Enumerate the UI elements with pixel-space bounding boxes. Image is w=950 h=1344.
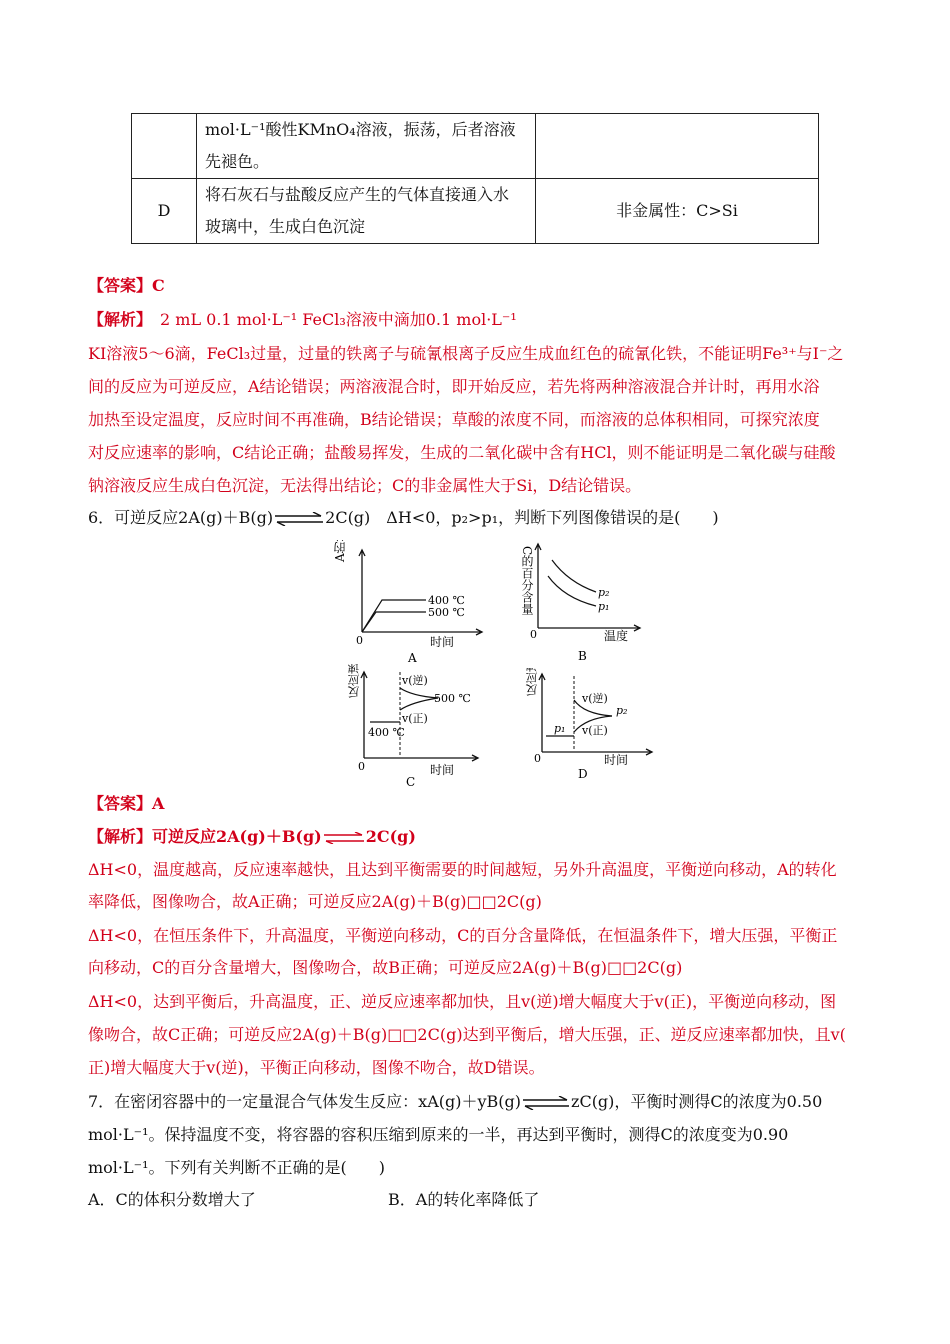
q7-stem-line: mol·L⁻¹。保持温度不变，将容器的容积压缩到原来的一半，再达到平衡时，测得C的浓度变为0.90: [88, 1125, 789, 1144]
equilibrium-arrow-icon: [521, 1096, 571, 1110]
curve-label: p₂: [598, 586, 610, 599]
figure-caption: A: [408, 651, 417, 665]
q6-analysis-line: ΔH<0，在恒压条件下，升高温度，平衡逆向移动，C的百分含量降低，在恒温条件下，增大压强，平衡正: [88, 926, 838, 945]
q7-option-a: A．C的体积分数增大了: [88, 1190, 256, 1209]
cell-line: 先褪色。: [205, 152, 270, 171]
cell-line: 玻璃中，生成白色沉淀: [205, 217, 366, 236]
table-cell-conclusion: [536, 114, 819, 179]
curve-label: 400 ℃: [428, 594, 465, 607]
rev-label: v(逆): [582, 692, 608, 705]
q7-option-b: B．A的转化率降低了: [388, 1190, 540, 1209]
q6-analysis-line: [88, 827, 416, 847]
table-row: [132, 179, 819, 244]
q6-analysis-line: ΔH<0，达到平衡后，升高温度，正、逆反应速率都加快，且v(逆)增大幅度大于v(正)，平衡逆向移动，图: [88, 992, 837, 1011]
rev-label: v(逆): [402, 674, 428, 687]
figure-a: [330, 540, 490, 669]
q7-stem-line: mol·L⁻¹。下列有关判断不正确的是( ): [88, 1158, 385, 1177]
table-cell-label: [132, 114, 197, 179]
q6-answer: 【答案】A: [88, 794, 165, 813]
figure-caption: D: [578, 767, 588, 781]
fwd-label: v(正): [402, 712, 428, 725]
y-axis-label: 反应速率: [347, 664, 361, 698]
table-cell-experiment: [197, 114, 536, 179]
q5-analysis-line: 间的反应为可逆反应，A结论错误；两溶液混合时，即开始反应，若先将两种溶液混合并计时，再用水浴: [88, 377, 820, 396]
fwd-rate-line: [400, 698, 438, 710]
q6-analysis-line: 向移动，C的百分含量增大，图像吻合，故B正确；可逆反应2A(g)＋B(g)□□2C(g): [88, 958, 683, 977]
y-axis-label: 反应速率: [525, 668, 539, 696]
x-axis-label: 时间: [604, 753, 629, 767]
options-table: [131, 113, 819, 244]
analysis-text: 2 mL 0.1 mol·L⁻¹ FeCl₃溶液中滴加0.1 mol·L⁻¹: [144, 310, 517, 329]
origin-label: 0: [358, 760, 365, 773]
curve-p1: [548, 576, 596, 606]
q6-stem: [88, 508, 719, 528]
analysis-text: 2C(g): [365, 827, 416, 846]
curve-400: [362, 600, 426, 632]
q6-analysis-line: 率降低，图像吻合，故A正确；可逆反应2A(g)＋B(g)□□2C(g): [88, 892, 542, 911]
stem-part: 2C(g) ΔH<0，p₂>p₁，判断下列图像错误的是( ): [325, 508, 719, 527]
q6-analysis-line: 像吻合，故C正确；可逆反应2A(g)＋B(g)□□2C(g)达到平衡后，增大压强，正、逆反应速率都加快，且v(: [88, 1025, 846, 1044]
table-cell-experiment: [197, 179, 536, 244]
before-label: p₁: [554, 722, 566, 735]
q5-analysis-line: [88, 310, 517, 330]
figure-caption: B: [578, 649, 587, 663]
after-label: 500 ℃: [434, 692, 471, 705]
figure-caption: C: [406, 775, 416, 789]
curve-500: [362, 612, 426, 632]
fwd-label: v(正): [582, 724, 608, 737]
figure-c: [328, 664, 488, 793]
analysis-label: 【解析】: [88, 310, 145, 329]
y-axis-label: C的百分含量: [520, 546, 534, 616]
cell-line: 将石灰石与盐酸反应产生的气体直接通入水: [205, 185, 510, 204]
figure-b-svg: [508, 536, 648, 666]
cell-line: mol·L⁻¹酸性KMnO₄溶液，振荡，后者溶液: [205, 120, 516, 139]
analysis-text: 【解析】可逆反应2A(g)＋B(g): [88, 827, 322, 846]
q5-answer: 【答案】C: [88, 276, 165, 295]
origin-label: 0: [356, 634, 363, 647]
q7-stem: [88, 1092, 822, 1112]
figure-b: [508, 536, 648, 670]
x-axis-label: 时间: [430, 635, 455, 649]
x-axis-label: 时间: [430, 763, 455, 777]
figure-d: [512, 668, 662, 797]
table-row: [132, 114, 819, 179]
x-axis-label: 温度: [604, 629, 629, 643]
stem-part: 6．可逆反应2A(g)＋B(g): [88, 508, 274, 527]
before-label: 400 ℃: [368, 726, 405, 739]
y-axis-label: [333, 540, 347, 563]
q5-analysis-line: 对反应速率的影响，C结论正确；盐酸易挥发，生成的二氧化碳中含有HCl，则不能证明是二氧化碳与硅酸: [88, 443, 836, 462]
after-label: p₂: [616, 704, 628, 717]
curve-label: 500 ℃: [428, 606, 465, 619]
q5-analysis-line: KI溶液5～6滴，FeCl₃过量，过量的铁离子与硫氰根离子反应生成血红色的硫氰化铁，不能证明Fe³⁺与I⁻之: [88, 344, 844, 363]
rev-rate-line: [400, 688, 438, 698]
figure-d-svg: [512, 668, 662, 793]
equilibrium-arrow-icon: [273, 512, 325, 526]
table-cell-label: D: [132, 179, 197, 244]
table-cell-conclusion: 非金属性：C>Si: [536, 179, 819, 244]
stem-part: 7．在密闭容器中的一定量混合气体发生反应：xA(g)＋yB(g): [88, 1092, 522, 1111]
q5-analysis-line: 加热至设定温度，反应时间不再准确，B结论错误；草酸的浓度不同，而溶液的总体积相同，可探究浓度: [88, 410, 820, 429]
curve-label: p₁: [598, 600, 610, 613]
figure-a-svg: [330, 540, 490, 665]
figure-c-svg: [328, 664, 488, 789]
q6-analysis-line: ΔH<0，温度越高，反应速率越快，且达到平衡需要的时间越短，另外升高温度，平衡逆向移动，A的转化: [88, 860, 837, 879]
equilibrium-arrow-icon: [322, 832, 366, 844]
origin-label: 0: [530, 628, 537, 641]
q6-analysis-line: 正)增大幅度大于v(逆)，平衡正向移动，图像不吻合，故D错误。: [88, 1058, 545, 1077]
origin-label: 0: [534, 752, 541, 765]
stem-part: zC(g)，平衡时测得C的浓度为0.50: [571, 1092, 823, 1111]
q5-analysis-line: 钠溶液反应生成白色沉淀，无法得出结论；C的非金属性大于Si，D结论错误。: [88, 476, 642, 495]
